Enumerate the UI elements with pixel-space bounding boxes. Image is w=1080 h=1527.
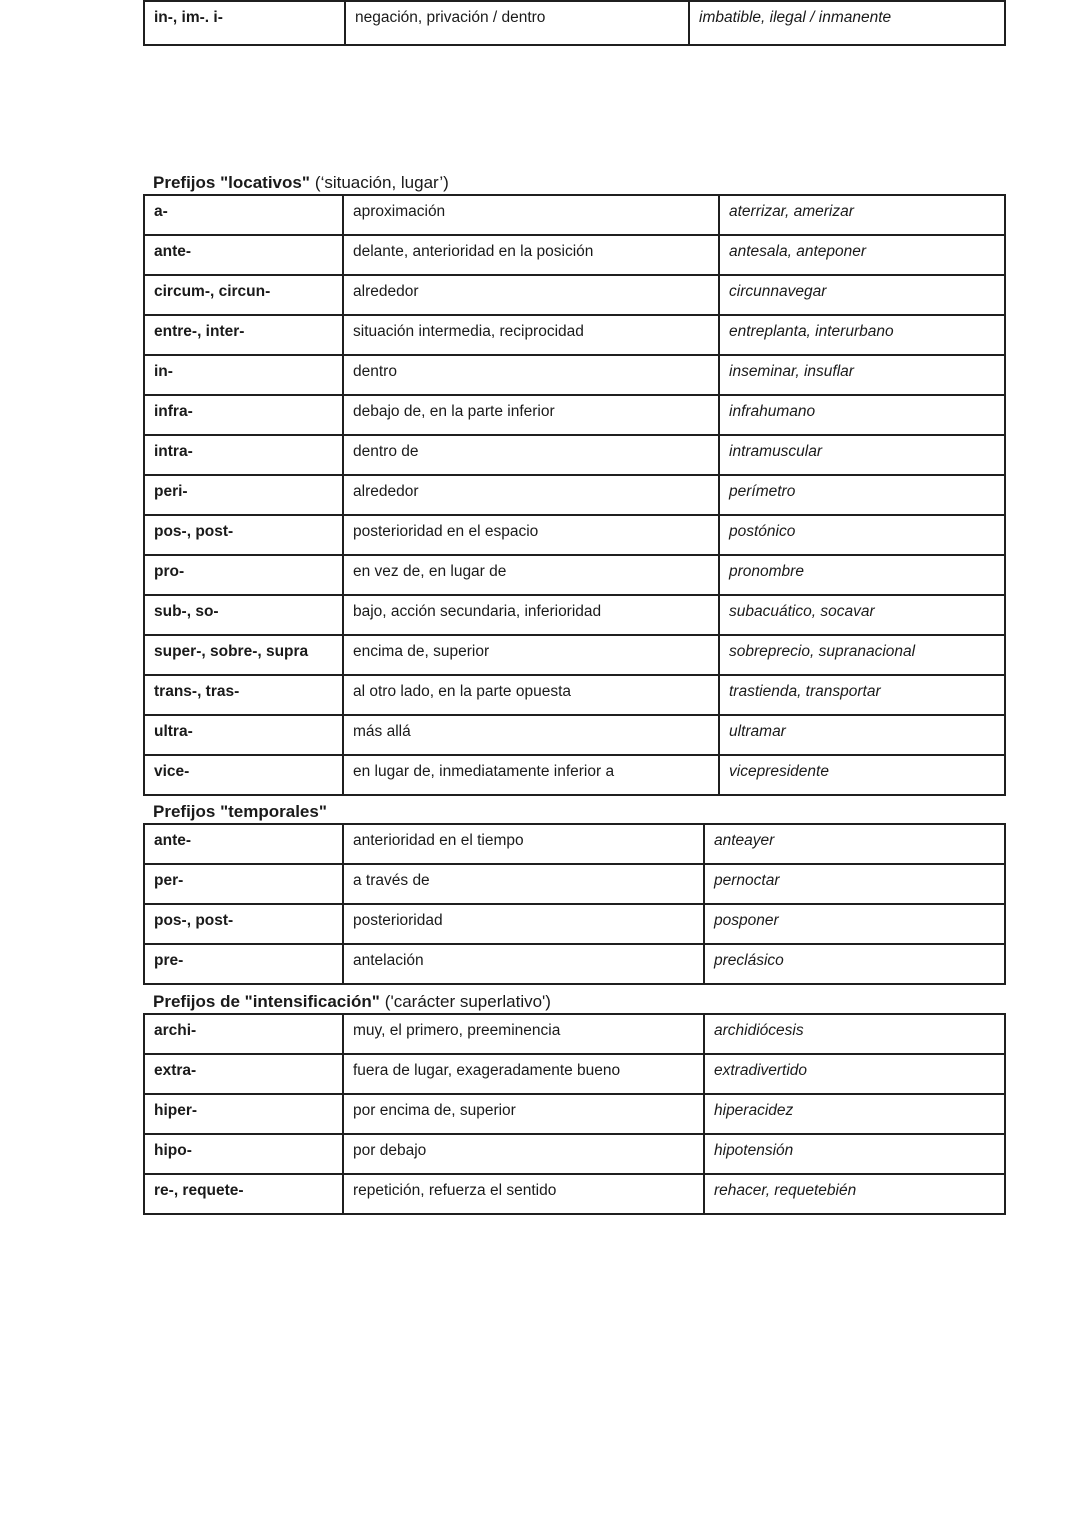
meaning-cell: repetición, refuerza el sentido <box>343 1174 704 1214</box>
table-row <box>144 904 1005 944</box>
prefix-cell: vice- <box>144 755 343 795</box>
examples-cell: circunnavegar <box>719 275 1005 315</box>
examples-cell: perímetro <box>719 475 1005 515</box>
section-heading-rest: (‘situación, lugar’) <box>314 173 449 192</box>
table-row <box>144 275 1005 315</box>
prefix-cell: sub-, so- <box>144 595 343 635</box>
examples-cell: inseminar, insuflar <box>719 355 1005 395</box>
examples-cell: preclásico <box>704 944 1005 984</box>
prefix-cell: super-, sobre-, supra <box>144 635 343 675</box>
prefix-cell: ultra- <box>144 715 343 755</box>
prefix-cell: entre-, inter- <box>144 315 343 355</box>
section-heading-rest: ('carácter superlativo') <box>384 992 551 1011</box>
section-heading-bold: Prefijos de "intensificación" <box>153 992 380 1011</box>
examples-cell: archidiócesis <box>704 1014 1005 1054</box>
examples-cell: intramuscular <box>719 435 1005 475</box>
prefix-cell: archi- <box>144 1014 343 1054</box>
table-row <box>144 715 1005 755</box>
table-row <box>144 1174 1005 1214</box>
prefix-cell: extra- <box>144 1054 343 1094</box>
table-row <box>144 315 1005 355</box>
meaning-cell: al otro lado, en la parte opuesta <box>343 675 719 715</box>
table-row <box>144 555 1005 595</box>
prefix-cell: ante- <box>144 824 343 864</box>
meaning-cell: alrededor <box>343 275 719 315</box>
table-row <box>144 595 1005 635</box>
examples-cell: infrahumano <box>719 395 1005 435</box>
prefix-cell: intra- <box>144 435 343 475</box>
examples-cell: sobreprecio, supranacional <box>719 635 1005 675</box>
examples-cell: anteayer <box>704 824 1005 864</box>
meaning-cell: fuera de lugar, exageradamente bueno <box>343 1054 704 1094</box>
prefix-cell: re-, requete- <box>144 1174 343 1214</box>
table-row <box>144 1014 1005 1054</box>
prefix-cell: pos-, post- <box>144 904 343 944</box>
prefix-cell: ante- <box>144 235 343 275</box>
meaning-cell: posterioridad <box>343 904 704 944</box>
table-row <box>144 944 1005 984</box>
prefix-cell: trans-, tras- <box>144 675 343 715</box>
meaning-cell: dentro <box>343 355 719 395</box>
section-heading-bold: Prefijos "locativos" <box>153 173 310 192</box>
table-row <box>144 1 1005 45</box>
examples-cell: extradivertido <box>704 1054 1005 1094</box>
prefix-cell: in-, im-. i- <box>144 1 345 45</box>
examples-cell: trastienda, transportar <box>719 675 1005 715</box>
meaning-cell: por encima de, superior <box>343 1094 704 1134</box>
prefix-cell: peri- <box>144 475 343 515</box>
table-row <box>144 515 1005 555</box>
meaning-cell: delante, anterioridad en la posición <box>343 235 719 275</box>
document-page <box>143 0 944 1215</box>
prefix-table-locativos <box>143 194 1006 796</box>
prefix-cell: hiper- <box>144 1094 343 1134</box>
prefix-cell: per- <box>144 864 343 904</box>
meaning-cell: debajo de, en la parte inferior <box>343 395 719 435</box>
table-row <box>144 355 1005 395</box>
examples-cell: postónico <box>719 515 1005 555</box>
examples-cell: hiperacidez <box>704 1094 1005 1134</box>
meaning-cell: posterioridad en el espacio <box>343 515 719 555</box>
meaning-cell: muy, el primero, preeminencia <box>343 1014 704 1054</box>
prefix-table-temporales <box>143 823 1006 985</box>
examples-cell: ultramar <box>719 715 1005 755</box>
examples-cell: antesala, anteponer <box>719 235 1005 275</box>
table-row <box>144 475 1005 515</box>
table-row <box>144 235 1005 275</box>
prefix-cell: a- <box>144 195 343 235</box>
table-row <box>144 755 1005 795</box>
meaning-cell: aproximación <box>343 195 719 235</box>
section-heading-intensificacion <box>153 991 944 1013</box>
table-row <box>144 435 1005 475</box>
examples-cell: posponer <box>704 904 1005 944</box>
section-heading-temporales <box>153 801 944 823</box>
meaning-cell: encima de, superior <box>343 635 719 675</box>
prefix-cell: pre- <box>144 944 343 984</box>
table-row <box>144 1094 1005 1134</box>
meaning-cell: en lugar de, inmediatamente inferior a <box>343 755 719 795</box>
section-heading-bold: Prefijos "temporales" <box>153 802 327 821</box>
examples-cell: rehacer, requetebién <box>704 1174 1005 1214</box>
meaning-cell: negación, privación / dentro <box>345 1 689 45</box>
examples-cell: imbatible, ilegal / inmanente <box>689 1 1005 45</box>
meaning-cell: alrededor <box>343 475 719 515</box>
prefix-cell: in- <box>144 355 343 395</box>
prefix-cell: infra- <box>144 395 343 435</box>
prefix-table-intensificacion <box>143 1013 1006 1215</box>
prefix-cell: pos-, post- <box>144 515 343 555</box>
table-row <box>144 864 1005 904</box>
table-row <box>144 675 1005 715</box>
examples-cell: aterrizar, amerizar <box>719 195 1005 235</box>
table-row <box>144 635 1005 675</box>
examples-cell: subacuático, socavar <box>719 595 1005 635</box>
meaning-cell: dentro de <box>343 435 719 475</box>
table-row <box>144 195 1005 235</box>
prefix-cell: circum-, circun- <box>144 275 343 315</box>
examples-cell: pernoctar <box>704 864 1005 904</box>
meaning-cell: situación intermedia, reciprocidad <box>343 315 719 355</box>
examples-cell: entreplanta, interurbano <box>719 315 1005 355</box>
examples-cell: pronombre <box>719 555 1005 595</box>
meaning-cell: por debajo <box>343 1134 704 1174</box>
table-row <box>144 395 1005 435</box>
prefix-cell: pro- <box>144 555 343 595</box>
prefix-table-top <box>143 0 1006 46</box>
meaning-cell: más allá <box>343 715 719 755</box>
meaning-cell: a través de <box>343 864 704 904</box>
section-heading-locativos <box>153 172 944 194</box>
meaning-cell: en vez de, en lugar de <box>343 555 719 595</box>
table-row <box>144 1134 1005 1174</box>
meaning-cell: bajo, acción secundaria, inferioridad <box>343 595 719 635</box>
table-row <box>144 1054 1005 1094</box>
prefix-cell: hipo- <box>144 1134 343 1174</box>
meaning-cell: antelación <box>343 944 704 984</box>
examples-cell: hipotensión <box>704 1134 1005 1174</box>
meaning-cell: anterioridad en el tiempo <box>343 824 704 864</box>
table-row <box>144 824 1005 864</box>
examples-cell: vicepresidente <box>719 755 1005 795</box>
